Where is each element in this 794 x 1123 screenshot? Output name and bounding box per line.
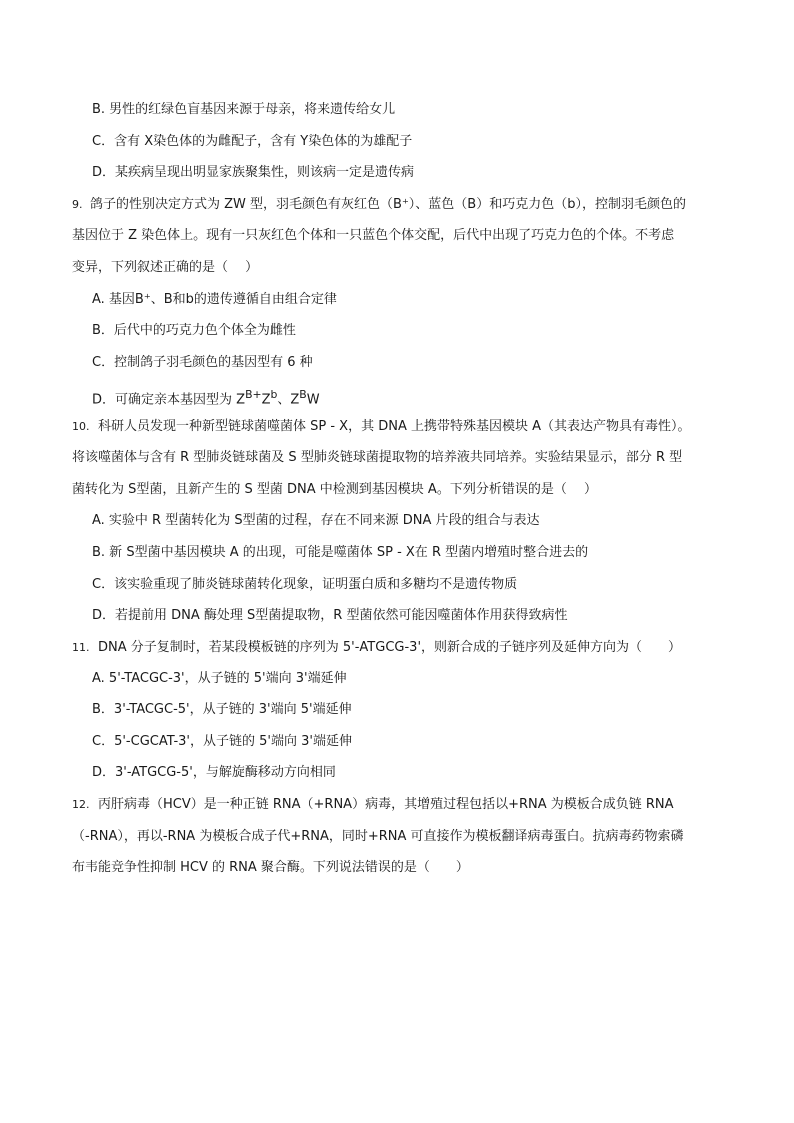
q8-option-c: C．含有 X染色体的为雌配子，含有 Y染色体的为雄配子	[92, 134, 413, 149]
q9-option-d: D．可确定亲本基因型为 $Z^{B+}Z^b$、$Z^BW$	[92, 388, 320, 408]
q10-option-a: A. 实验中 R 型菌转化为 S型菌的过程，存在不同来源 DNA 片段的组合与表达	[92, 513, 540, 528]
q12-number: 12.	[72, 798, 90, 811]
q12-stem-line-3: 布韦能竞争性抑制 HCV 的 RNA 聚合酶。下列说法错误的是（ ）	[72, 860, 469, 875]
q12-stem-line-2: （-RNA），再以-RNA 为模板合成子代+RNA，同时+RNA 可直接作为模板翻译病毒蛋白。抗病毒药物索磷	[72, 829, 684, 844]
q10-stem-line-1: 科研人员发现一种新型链球菌噬菌体 SP - X，其 DNA 上携带特殊基因模块 A（其表达产物具有毒性）。	[98, 419, 691, 434]
q11-number: 11.	[72, 641, 90, 654]
q10-stem-line-3: 菌转化为 S型菌，且新产生的 S 型菌 DNA 中检测到基因模块 A。下列分析错误的是（ ）	[72, 482, 597, 497]
q11-option-d: D．3'-ATGCG-5'，与解旋酶移动方向相同	[92, 765, 336, 780]
q9-option-c: C．控制鸽子羽毛颜色的基因型有 6 种	[92, 355, 313, 370]
q9-stem-line-3: 变异，下列叙述正确的是（ ）	[72, 260, 259, 275]
q9-option-a: A. 基因B⁺、B和b的遗传遵循自由组合定律	[92, 292, 337, 307]
q12-stem-line-1: 丙肝病毒（HCV）是一种正链 RNA（+RNA）病毒，其增殖过程包括以+RNA 为模板合成负链 RNA	[98, 797, 674, 812]
q9-stem-line-1: 鸽子的性别决定方式为 ZW 型，羽毛颜色有灰红色（B⁺）、蓝色（B）和巧克力色（b），控制羽毛颜色的	[90, 197, 686, 212]
q10-number: 10.	[72, 420, 90, 433]
q11-option-b: B．3'-TACGC-5'，从子链的 3'端向 5'端延伸	[92, 702, 352, 717]
q10-option-d: D．若提前用 DNA 酶处理 S型菌提取物，R 型菌依然可能因噬菌体作用获得致病性	[92, 608, 568, 623]
q10-stem-line-2: 将该噬菌体与含有 R 型肺炎链球菌及 S 型肺炎链球菌提取物的培养液共同培养。实验结果显示，部分 R 型	[72, 450, 683, 465]
q8-option-b: B. 男性的红绿色盲基因来源于母亲，将来遗传给女儿	[92, 102, 396, 117]
q10-option-b: B. 新 S型菌中基因模块 A 的出现，可能是噬菌体 SP - X在 R 型菌内增殖时整合进去的	[92, 545, 589, 560]
q10-option-c: C．该实验重现了肺炎链球菌转化现象，证明蛋白质和多糖均不是遗传物质	[92, 577, 518, 592]
q9-stem-line-2: 基因位于 Z 染色体上。现有一只灰红色个体和一只蓝色个体交配，后代中出现了巧克力色的个体。不考虑	[72, 228, 675, 243]
q9-number: 9.	[72, 198, 83, 211]
q9-option-b: B．后代中的巧克力色个体全为雌性	[92, 323, 296, 338]
q11-option-a: A. 5'-TACGC-3'，从子链的 5'端向 3'端延伸	[92, 671, 347, 686]
q11-option-c: C．5'-CGCAT-3'，从子链的 5'端向 3'端延伸	[92, 734, 352, 749]
q8-option-d: D．某疾病呈现出明显家族聚集性，则该病一定是遗传病	[92, 165, 415, 180]
q11-stem-line-1: DNA 分子复制时，若某段模板链的序列为 5'-ATGCG-3'，则新合成的子链序列及延伸方向为（ ）	[98, 640, 682, 655]
